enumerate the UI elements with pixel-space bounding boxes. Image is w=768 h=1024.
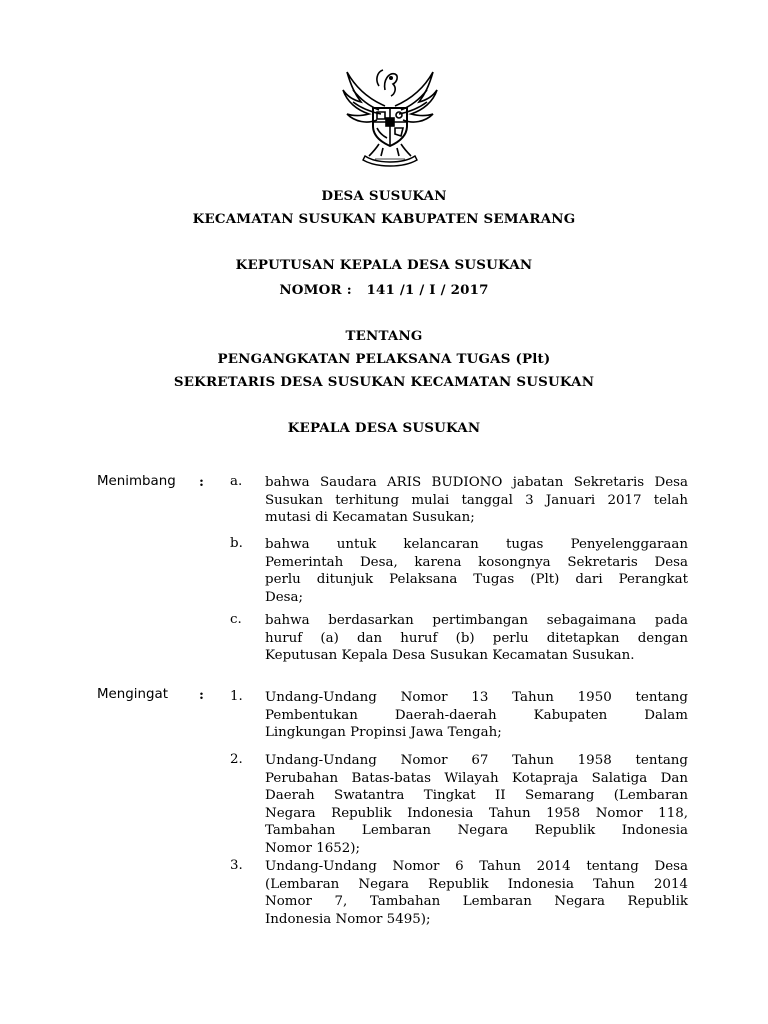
- text-line: bahwa untuk kelancaran tugas Penyelenggaraan: [265, 537, 688, 552]
- text-line: perlu ditunjuk Pelaksana Tugas (Plt) dari Perangkat: [265, 572, 688, 588]
- text-line: Undang-Undang Nomor 6 Tahun 2014 tentang Desa: [265, 859, 688, 874]
- text-line: huruf (a) dan huruf (b) perlu ditetapkan dengan: [265, 630, 688, 646]
- menimbang-label: Menimbang: [97, 474, 176, 489]
- text-line: Pemerintah Desa, karena kosongnya Sekretaris Desa: [265, 554, 688, 570]
- text-line: Keputusan Kepala Desa Susukan Kecamatan Susukan.: [265, 648, 635, 664]
- district-regency: KECAMATAN SUSUKAN KABUPATEN SEMARANG: [192, 211, 576, 227]
- text-line: Pembentukan Daerah-daerah Kabupaten Dalam: [265, 707, 688, 723]
- text-line: (Lembaran Negara Republik Indonesia Tahun 2014: [265, 876, 688, 892]
- menimbang-colon: :: [199, 474, 204, 490]
- mengingat-marker-2: 2.: [230, 752, 243, 767]
- text-line: Desa;: [265, 589, 304, 605]
- text-line: bahwa Saudara ARIS BUDIONO jabatan Sekretaris Desa: [265, 475, 688, 490]
- menimbang-marker-c: c.: [230, 612, 242, 627]
- text-line: Tambahan Lembaran Negara Republik Indonesia: [265, 823, 688, 839]
- menimbang-item-c: [265, 612, 688, 665]
- text-line: Nomor 7, Tambahan Lembaran Negara Republik: [265, 894, 688, 910]
- mengingat-marker-3: 3.: [230, 858, 243, 873]
- mengingat-marker-1: 1.: [230, 689, 243, 704]
- text-line: Undang-Undang Nomor 13 Tahun 1950 tentang: [265, 690, 688, 705]
- mengingat-item-3: [265, 858, 688, 928]
- mengingat-label: Mengingat: [97, 687, 168, 702]
- menimbang-item-b: [265, 536, 688, 606]
- subject-line-1: PENGANGKATAN PELAKSANA TUGAS (Plt): [217, 351, 551, 367]
- menimbang-marker-b: b.: [230, 536, 243, 551]
- mengingat-item-2: [265, 752, 688, 858]
- text-line: Indonesia Nomor 5495);: [265, 911, 431, 927]
- text-line: mutasi di Kecamatan Susukan;: [265, 510, 475, 526]
- decree-title: KEPUTUSAN KEPALA DESA SUSUKAN: [235, 257, 533, 273]
- text-line: bahwa berdasarkan pertimbangan sebagaimana pada: [265, 613, 688, 628]
- text-line: Undang-Undang Nomor 67 Tahun 1958 tentang: [265, 753, 688, 768]
- garuda-emblem: [335, 60, 445, 168]
- mengingat-item-1: [265, 689, 688, 742]
- subject-line-2: SEKRETARIS DESA SUSUKAN KECAMATAN SUSUKAN: [173, 374, 595, 390]
- text-line: Perubahan Batas-batas Wilayah Kotapraja Salatiga Dan: [265, 770, 688, 786]
- text-line: Susukan terhitung mulai tanggal 3 Januari 2017 telah: [265, 492, 688, 508]
- text-line: Negara Republik Indonesia Tahun 1958 Nomor 118,: [265, 805, 688, 821]
- village-name: DESA SUSUKAN: [321, 188, 447, 204]
- text-line: Nomor 1652);: [265, 840, 361, 856]
- text-line: Daerah Swatantra Tingkat II Semarang (Lembaran: [265, 788, 688, 804]
- mengingat-colon: :: [199, 687, 204, 703]
- decree-number: NOMOR : 141 /1 / I / 2017: [279, 282, 489, 298]
- menimbang-marker-a: a.: [230, 474, 243, 489]
- issuer-heading: KEPALA DESA SUSUKAN: [287, 420, 481, 436]
- about-heading: TENTANG: [345, 328, 423, 344]
- menimbang-item-a: [265, 474, 688, 527]
- text-line: Lingkungan Propinsi Jawa Tengah;: [265, 725, 502, 741]
